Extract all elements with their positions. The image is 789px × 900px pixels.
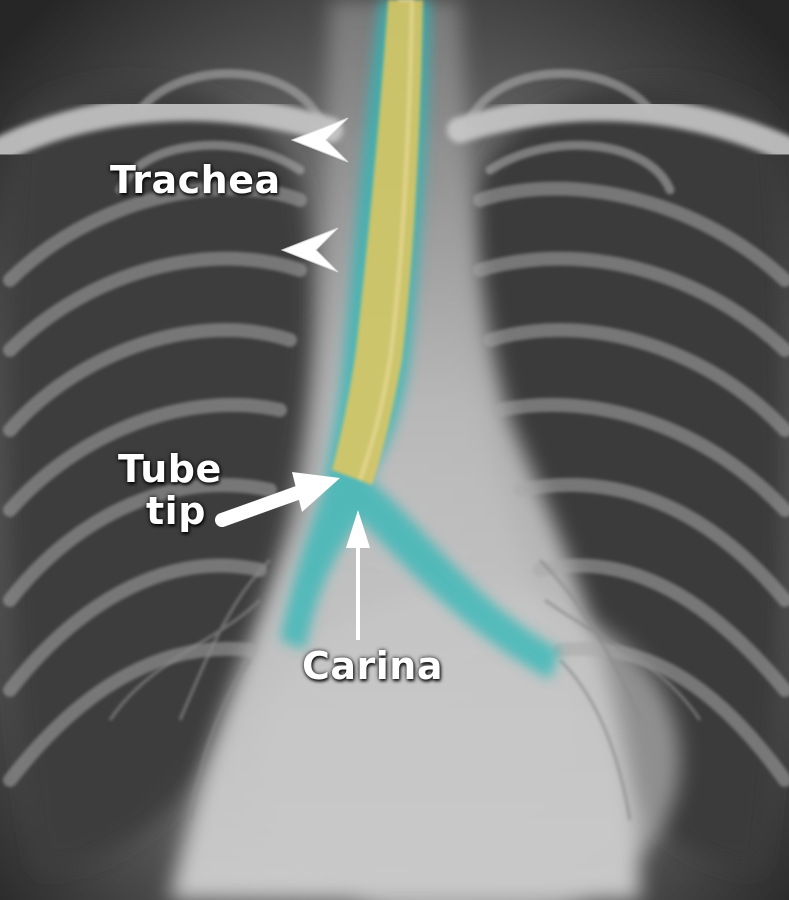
tube-tip-label-line1: Tube bbox=[118, 447, 222, 491]
trachea-label: Trachea bbox=[110, 158, 281, 202]
carina-label: Carina bbox=[302, 644, 443, 688]
tube-tip-label-line2: tip bbox=[146, 489, 206, 533]
tube-tip-label bbox=[118, 448, 222, 532]
